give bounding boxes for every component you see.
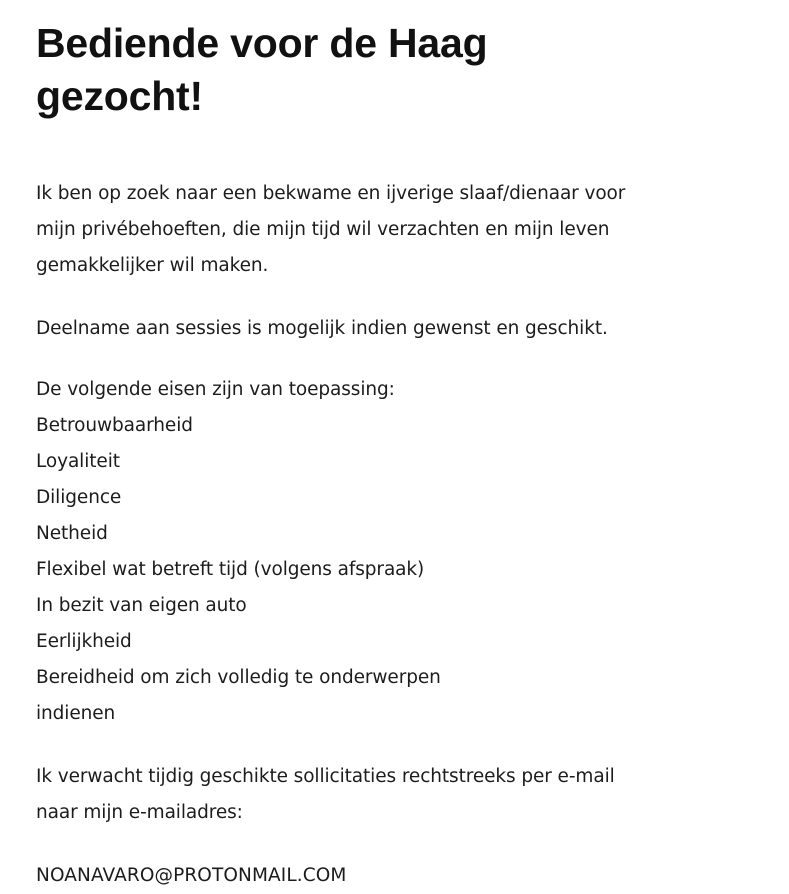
requirements-list [36, 408, 736, 732]
list-item: Betrouwbaarheid [36, 415, 193, 436]
list-item: In bezit van eigen auto [36, 595, 247, 616]
sessions-paragraph: Deelname aan sessies is mogelijk indien gewenst en geschikt. [36, 318, 608, 339]
spacer-after-sessions [36, 347, 736, 372]
closing-paragraph: Ik verwacht tijdig geschikte sollicitaties rechtstreeks per e-mail naar mijn e-mailadres: [36, 766, 615, 823]
spacer-after-intro [36, 284, 736, 311]
list-item: Flexibel wat betreft tijd (volgens afspraak) [36, 559, 425, 580]
contact-email: NOANAVARO@PROTONMAIL.COM [36, 865, 347, 886]
list-item: Eerlijkheid [36, 631, 132, 652]
intro-paragraph: Ik ben op zoek naar een bekwame en ijverige slaaf/dienaar voor mijn privébehoeften, die mijn tijd wil verzachten en mijn leven gemakkelijker wil maken. [36, 183, 626, 276]
list-item: Bereidheid om zich volledig te onderwerpen [36, 667, 441, 688]
page-title: Bediende voor de Haag gezocht! [36, 20, 488, 119]
list-item: Netheid [36, 523, 108, 544]
list-item: Loyaliteit [36, 451, 120, 472]
list-item: Diligence [36, 487, 122, 508]
list-item: indienen [36, 703, 116, 724]
spacer-before-email [36, 831, 736, 858]
requirements-intro: De volgende eisen zijn van toepassing: [36, 379, 395, 400]
spacer-after-list [36, 732, 736, 759]
document-content [36, 0, 736, 894]
spacer-after-title [36, 123, 736, 176]
